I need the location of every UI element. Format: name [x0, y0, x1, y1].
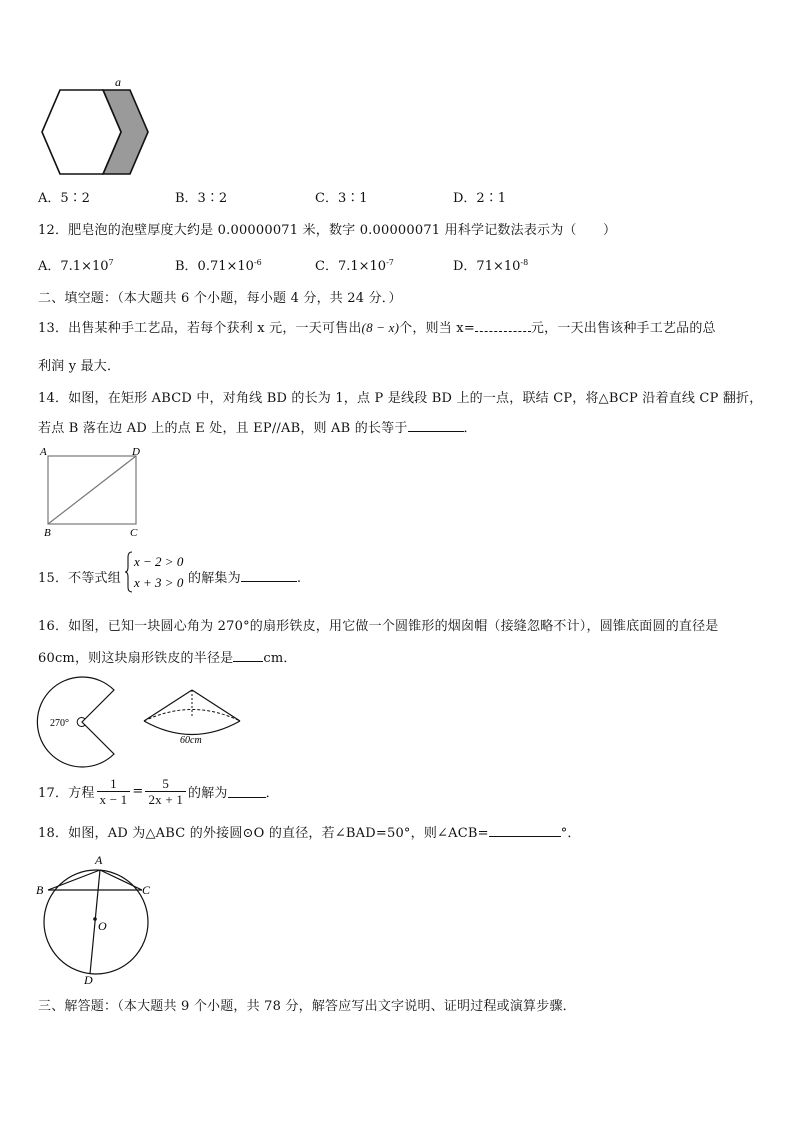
left-brace — [125, 552, 132, 592]
q17-line: 17．方程 $\frac{1}{x - 1}$ = $\frac{5}{2x + 1}$ 的解为 ． — [38, 776, 279, 807]
label-B: B — [44, 527, 51, 538]
hexagon — [42, 90, 121, 174]
chord-ab — [48, 870, 100, 890]
label-A: A — [95, 853, 103, 867]
q11-option-d: D．2∶1 — [453, 191, 506, 206]
sector-270 — [37, 677, 114, 767]
label-D: D — [132, 446, 140, 458]
inequality-1: x − 2 > 0 — [134, 554, 184, 569]
q13-answer-blank[interactable] — [475, 320, 531, 332]
inequality-system — [124, 549, 190, 595]
cone-figure — [140, 686, 250, 748]
center-point — [93, 917, 97, 921]
cone-left-edge — [144, 690, 192, 721]
q13-line-1: 13．出售某种手工艺品，若每个获利 x 元，一天可售出(8 − x)个，则当 x= 元，一天出售该种手工艺品的总 — [38, 320, 716, 336]
q16-line-2: 60cm，则这块扇形铁皮的半径是 cm． — [38, 651, 297, 666]
q15-answer-blank[interactable] — [241, 570, 297, 582]
fraction-2: $\frac{5}{2x + 1}$ — [145, 776, 186, 807]
label-a: a — [115, 75, 121, 89]
label-C: C — [142, 883, 151, 897]
hexagon-figure — [36, 74, 154, 178]
section-2-heading: 二、填空题：（本大题共 6 个小题，每小题 4 分，共 24 分．） — [38, 291, 402, 306]
q14-line-2: 若点 B 落在边 AD 上的点 E 处，且 EP//AB，则 AB 的长等于 ． — [38, 421, 477, 436]
q11-option-c: C．3∶1 — [315, 191, 368, 206]
q15-tail: 的解集为 . — [188, 571, 302, 586]
q15-line: 15．不等式组 — [38, 571, 121, 586]
q11-option-a: A．5∶2 — [38, 191, 90, 206]
q12-option-d: D．$71\times 10^{-8}$ — [453, 258, 529, 274]
q12-stem: 12．肥皂泡的泡壁厚度大约是 0.00000071 米，数字 0.00000071 用科学记数法表示为（ ） — [38, 223, 617, 238]
q11-option-b: B．3∶2 — [175, 191, 228, 206]
cone-base-front — [144, 721, 240, 735]
label-C: C — [130, 527, 138, 538]
q12-option-b: B．$0.71\times 10^{-6}$ — [175, 258, 262, 274]
fraction-1: $\frac{1}{x - 1}$ — [97, 776, 131, 807]
diagonal-bd — [48, 456, 136, 524]
rectangle-figure — [38, 446, 148, 538]
chord-ac — [100, 870, 142, 890]
section-3-heading: 三、解答题：（本大题共 9 个小题，共 78 分，解答应写出文字说明、证明过程或演算步骤． — [38, 999, 576, 1014]
q12-option-a: A．$7.1\times 10^7$ — [38, 258, 114, 274]
q14-line-1: 14．如图，在矩形 ABCD 中，对角线 BD 的长为 1，点 P 是线段 BD 上的一点，联结 CP，将△BCP 沿着直线 CP 翻折， — [38, 391, 763, 406]
q12-option-c: C．$7.1\times 10^{-7}$ — [315, 258, 394, 274]
q18-line: 18．如图，AD 为△ABC 的外接圆⊙O 的直径，若∠BAD=50°，则∠ACB= °． — [38, 826, 581, 841]
sector-figure — [36, 676, 126, 768]
q14-answer-blank[interactable] — [408, 420, 464, 432]
inequality-2: x + 3 > 0 — [134, 575, 184, 590]
cone-right-edge — [192, 690, 240, 721]
q16-answer-blank[interactable] — [233, 650, 263, 662]
q17-answer-blank[interactable] — [228, 786, 266, 798]
label-B: B — [36, 883, 44, 897]
q13-line-2: 利润 y 最大． — [38, 359, 121, 374]
label-D: D — [84, 973, 93, 986]
label-A: A — [40, 446, 47, 458]
q16-line-1: 16．如图，已知一块圆心角为 270°的扇形铁皮，用它做一个圆锥形的烟囱帽（接缝忽略不计），圆锥底面圆的直径是 — [38, 619, 719, 634]
circle-figure — [34, 850, 158, 986]
label-O: O — [98, 919, 107, 933]
cone-label: 60cm — [180, 735, 202, 746]
angle-label: 270° — [50, 718, 69, 729]
q18-answer-blank[interactable] — [489, 825, 561, 837]
